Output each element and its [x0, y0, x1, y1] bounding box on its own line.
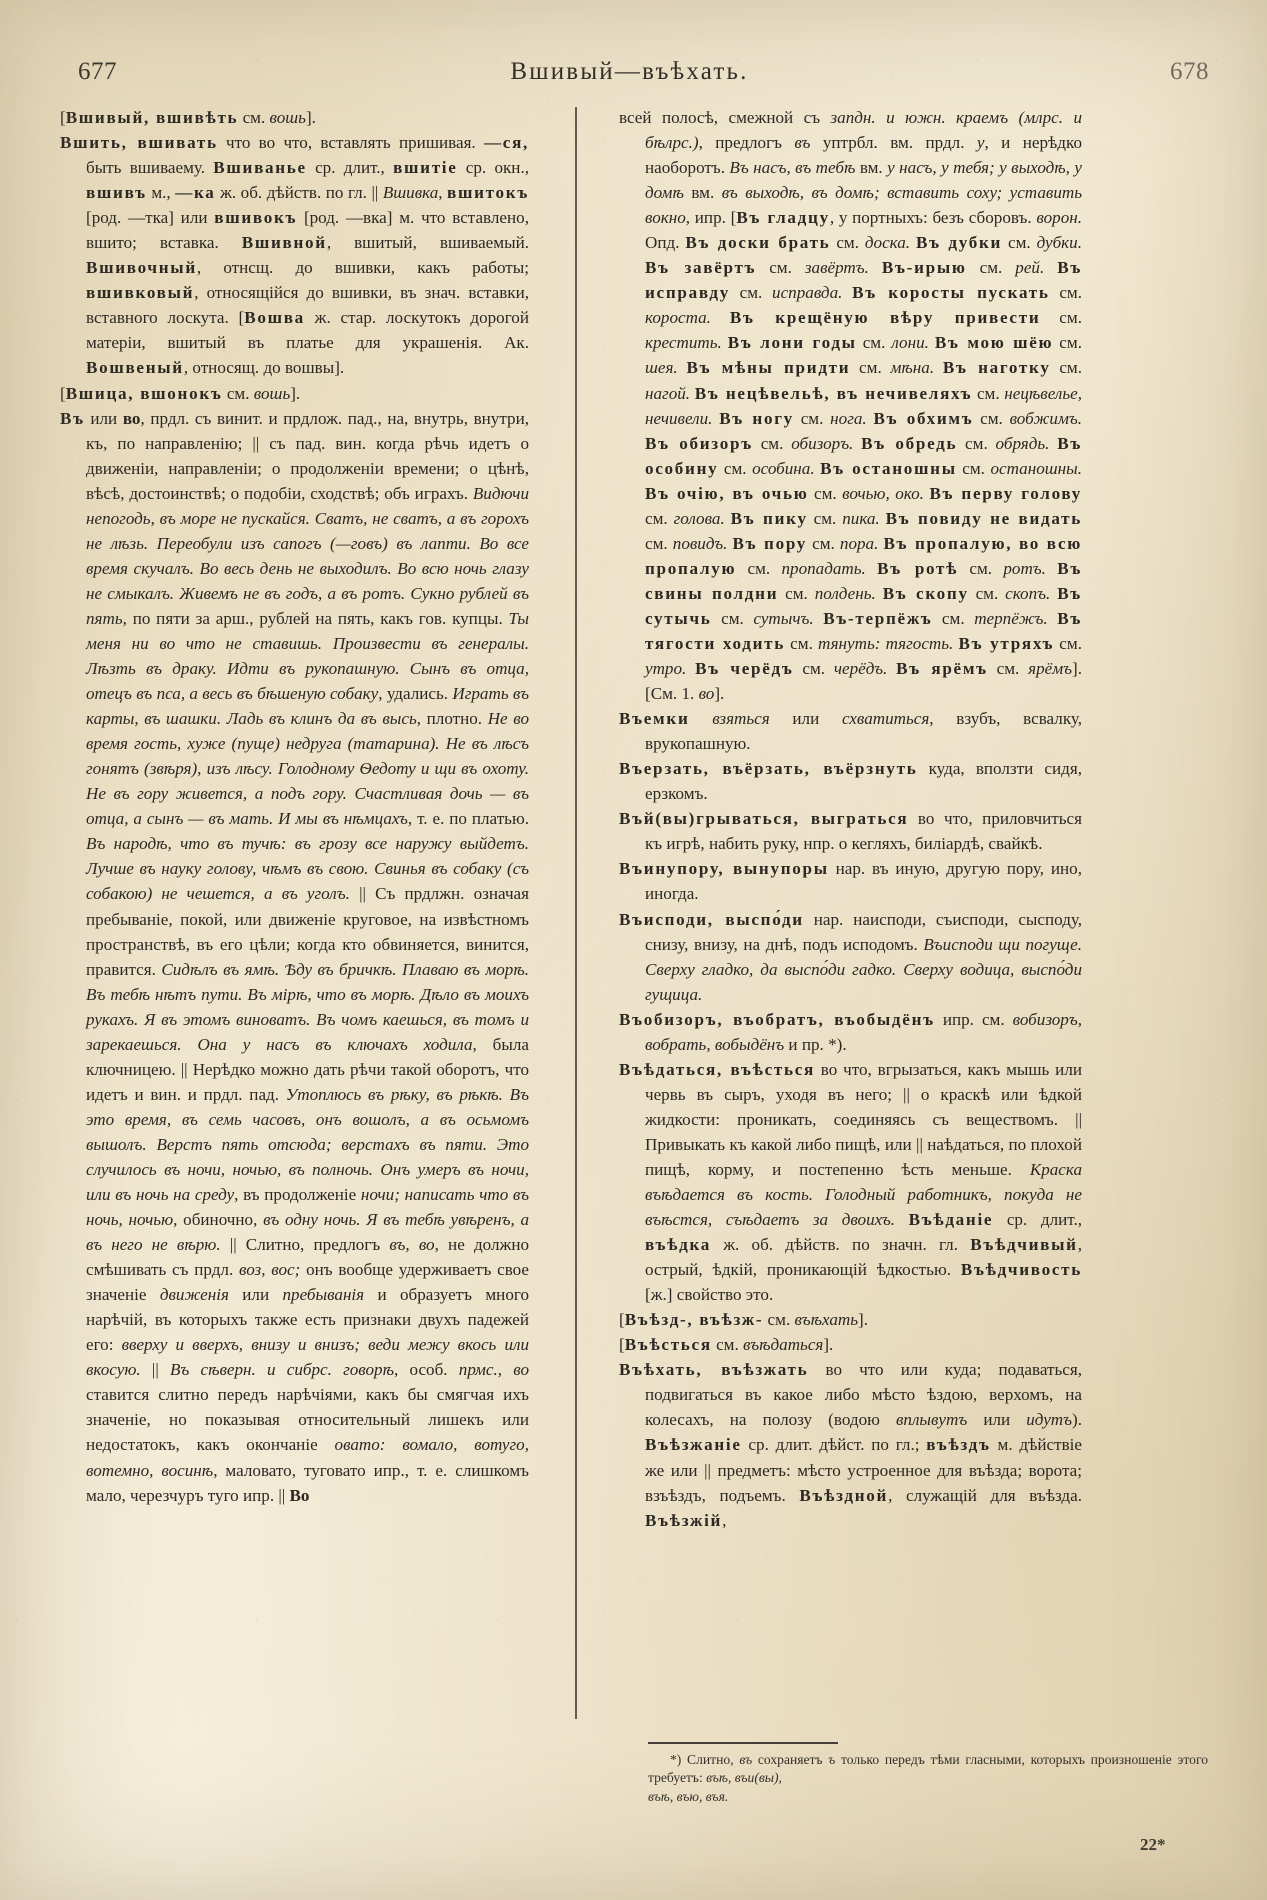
column-right: [577, 105, 1082, 1805]
entry-vshivyj: [Вшивый, вшивѣть см. вошь].: [60, 108, 316, 127]
entry-v-cont: всей полосѣ, смежной съ запдн. и южн. краемъ (млрс. и бѣлрс.), предлогъ въ уптрбл. вм. прдл. у, и нерѣдко наоборотъ. Въ насъ, въ тебѣ вм. у насъ, у тебя; у выходѣ, у домѣ вм. въ выходѣ, въ домѣ; вставить соху; уставить вокно, ипр. [Въ гладцу, у портныхъ: безъ сборовъ. ворон. Опд. Въ доски брать см. доска. Въ дубки см. дубки. Въ завёртъ см. завёртъ. Въ-ирыю см. рей. Въ исправду см. исправда. Въ коросты пускать см. короста. Въ крещёную вѣру привести см. крестить. Въ лони годы см. лони. Въ мою шёю см. шея. Въ мѣны придти см. мѣна. Въ наготку см. нагой. Въ нецѣвельѣ, въ нечивеляхъ см. нецѣвелье, нечивели. Въ ногу см. нога. Въ обхимъ см. вобжимъ. Въ обизоръ см. обизоръ. Въ обредь см. обрядь. Въ особину см. особина. Въ останошны см. останошны. Въ очію, въ очью см. вочью, око. Въ перву голову см. голова. Въ пику см. пика. Въ повиду не видать см. повидъ. Въ пору см. пора. Въ пропалую, во всю пропалую см. пропадать. Въ ротѣ см. ротъ. Въ свины полдни см. полдень. Въ скопу см. скопъ. Въ сутычь см. сутычъ. Въ-терпёжъ см. терпёжъ. Въ тягости ходить см. тянуть: тягость. Въ утряхъ см. утро. Въ черёдъ см. черёдъ. Въ ярёмъ см. ярёмъ]. [См. 1. во].: [619, 108, 1083, 704]
running-head: [78, 58, 1209, 92]
column-divider-rule: [575, 107, 577, 1719]
footnote-separator-rule: [648, 1742, 838, 1744]
entry-vyigryvatsya: Въй(вы)грываться, выграться во что, приловчиться къ игрѣ, набить руку, нпр. о кегляхъ, биліардѣ, свайкѣ.: [619, 809, 1082, 854]
entry-vyedatsya: Въѣдаться, въѣсться во что, вгрызаться, какъ мышь или червь въ сыръ, уходя въ него; || о краскѣ или ѣдкой жидкости: проникать, соединяясь съ веществомъ. || Привыкать къ какой либо пищѣ, или || наѣдаться, по плохой пищѣ, корму, и постепенно ѣсть меньше. Краска въѣдается въ кость. Голодный работникъ, покуда не въѣстся, съѣдаетъ за двоихъ. Въѣданіе ср. длит., въѣдка ж. об. дѣйств. по значн. гл. Въѣдчивый, острый, ѣдкій, проникающій ѣдкостью. Въѣдчивость [ж.] свойство это.: [619, 1059, 1082, 1305]
entry-vyestsya-bracket: [Въѣсться см. въѣдаться].: [619, 1335, 834, 1355]
entry-vyemki: Въемки взяться или схватиться, взубъ, всвалку, врукопашную.: [619, 709, 1082, 754]
footnote-line-2: въѣ, въю, въя.: [648, 1788, 729, 1804]
signature-mark: 22*: [1140, 1835, 1166, 1854]
text-columns: [60, 105, 1210, 1805]
entry-vshica: [Вшица, вшонокъ см. вошь].: [60, 383, 301, 403]
entry-v-vo: Въ или во, прдл. съ винит. и прдлож. пад., на, внутрь, внутри, къ, по направленію; || съ пад. вин. когда рѣчь идетъ о движеніи, направленіи; о продолженіи времени; о цѣнѣ, вѣсѣ, достоинствѣ; о подобіи, сходствѣ; объ играхъ. Видючи непогодь, въ море не пускайся. Сватъ, не сватъ, а въ горохъ не лѣзь. Переобули изъ сапогъ (—говъ) въ лапти. Во все время скучалъ. Во весь день не выходилъ. Во всю ночь глазу не смыкалъ. Живемъ не въ годъ, а въ ротъ. Сукно рублей въ пять, по пяти за арш., рублей на пять, какъ гов. купцы. Ты меня ни во что не ставишь. Произвести въ генералы. Лѣзть въ драку. Идти въ рукопашную. Сынъ въ отца, отецъ въ пса, а весь въ бѣшеную собаку, удались. Играть въ карты, въ шашки. Ладь въ клинъ да въ высь, плотно. Не во время гость, хуже (пуще) недруга (татарина). Не въ лѣсъ гонятъ (звѣря), изъ лѣсу. Голодному Ѳедоту и щи въ охоту. Не въ гору живется, а подъ гору. Счастливая дочь — въ отца, а сынъ — въ мать. И мы въ нѣмцахъ, т. е. по платью. Въ народѣ, что въ тучѣ: въ грозу все наружу выйдетъ. Лучше въ науку голову, чѣмъ въ свою. Свинья въ собаку (съ собакою) не чешется, а въ уголъ. || Съ прдлжн. означая пребываніе, покой, или движеніе круговое, на извѣстномъ пространствѣ, въ его цѣли; когда кто обвиняется, винится, правится. Сидѣлъ въ ямѣ. Ѣду въ бричкѣ. Плаваю въ морѣ. Въ тебѣ нѣтъ пути. Въ мірѣ, что въ морѣ. Дѣло въ моихъ рукахъ. Я въ этомъ виноватъ. Въ чомъ каешься, въ томъ и зарекаешься. Она у насъ въ ключахъ ходила, была ключницею. || Нерѣдко можно дать рѣчи такой оборотъ, что идетъ и вин. и прдл. пад. Утоплюсь въ рѣку, въ рѣкѣ. Въ это время, въ семь часовъ, онъ вошолъ, а въ осьмомъ вышолъ. Верстъ пять отсюда; верстахъ въ пяти. Это случилось въ ночи, ночью, въ полночь. Онъ умеръ въ ночи, или въ ночь на среду, въ продолженіе ночи; написать что въ ночь, ночью, обиночно, въ одну ночь. Я въ тебѣ увѣренъ, а въ него не вѣрю. || Слитно, предлогъ въ, во, не должно смѣшивать съ прдл. воз, вос; онъ вообще удерживаетъ свое значеніе движенія или пребыванія и образуетъ много нарѣчій, въ которыхъ также есть признаки двухъ падежей его: вверху и вверхъ, внизу и внизъ; веди межу вкось или вкосую. || Въ сѣверн. и сибрс. говорѣ, особ. прмс., во ставится слитно передъ нарѣчіями, какъ бы смягчая ихъ значеніе, но показывая относительный лишекъ или недостатокъ, какъ окончаніе овато: вомало, вотуго, вотемно, восинѣ, маловато, туговато ипр., т. е. слишкомъ мало, черезчуръ туго ипр. || Во: [60, 408, 530, 1505]
entry-vyezd-bracket: [Въѣзд-, въѣзж- см. въѣхать].: [619, 1310, 868, 1330]
entry-vinuporu: Въинупору, вынупоры нар. въ иную, другую пору, ино, иногда.: [619, 859, 1082, 904]
entry-vyerzat: Въерзать, въёрзать, въёрзнуть куда, вползти сидя, ерзкомъ.: [619, 759, 1082, 804]
entry-vshit: Вшить, вшивать что во что, вставлять пришивая. —ся, быть вшиваему. Вшиванье ср. длит., вшитіе ср. окн., вшивъ м., —ка ж. об. дѣйств. по гл. || Вшивка, вшитокъ [род. —тка] или вшивокъ [род. —вка] м. что вставлено, вшито; вставка. Вшивной, вшитый, вшиваемый. Вшивочный, отнсщ. до вшивки, какъ работы; вшивковый, относящійся до вшивки, въ знач. вставки, вставного лоскута. [Вошва ж. стар. лоскутокъ дорогой матеріи, вшитый въ платье для украшенія. Ак. Вошвеный, относящ. до вошвы].: [60, 133, 530, 378]
entry-vyehat: Въѣхать, въѣзжать во что или куда; подаваться, подвигаться въ какое либо мѣсто ѣздою, верхомъ, на колесахъ, на полозу (водою вплывутъ или идутъ). Въѣзжаніе ср. длит. дѣйст. по гл.; въѣздъ м. дѣйствіе же или || предметъ: мѣсто устроенное для въѣзда; ворота; взъѣздъ, подъемъ. Въѣздной, служащій для въѣзда. Въѣзжій,: [619, 1360, 1082, 1530]
folio-right: 678: [1170, 58, 1209, 85]
folio-left: 677: [78, 58, 117, 85]
running-title: Вшивый—въѣхать.: [510, 58, 749, 85]
entry-vobizor: Въобизоръ, въобратъ, въобыдёнъ ипр. см. вобизоръ, вобрать, вобыдёнъ и пр. *).: [619, 1009, 1082, 1054]
footnote-block: [648, 1742, 1208, 1806]
entry-vyspodi: Въисподи, выспо́ди нар. наисподи, съисподи, сысподу, снизу, внизу, на днѣ, подъ исподомъ. Въисподи щи погуще. Сверху гладко, да выспо́ди гадко. Сверху водица, выспо́ди гущица.: [619, 909, 1082, 1004]
column-left: [60, 105, 547, 1805]
footnote-line-1: *) Слитно, въ сохраняетъ ъ только передъ тѣми гласными, которыхъ произношеніе этого требуетъ: въѣ, въи(вы),: [648, 1752, 1208, 1786]
